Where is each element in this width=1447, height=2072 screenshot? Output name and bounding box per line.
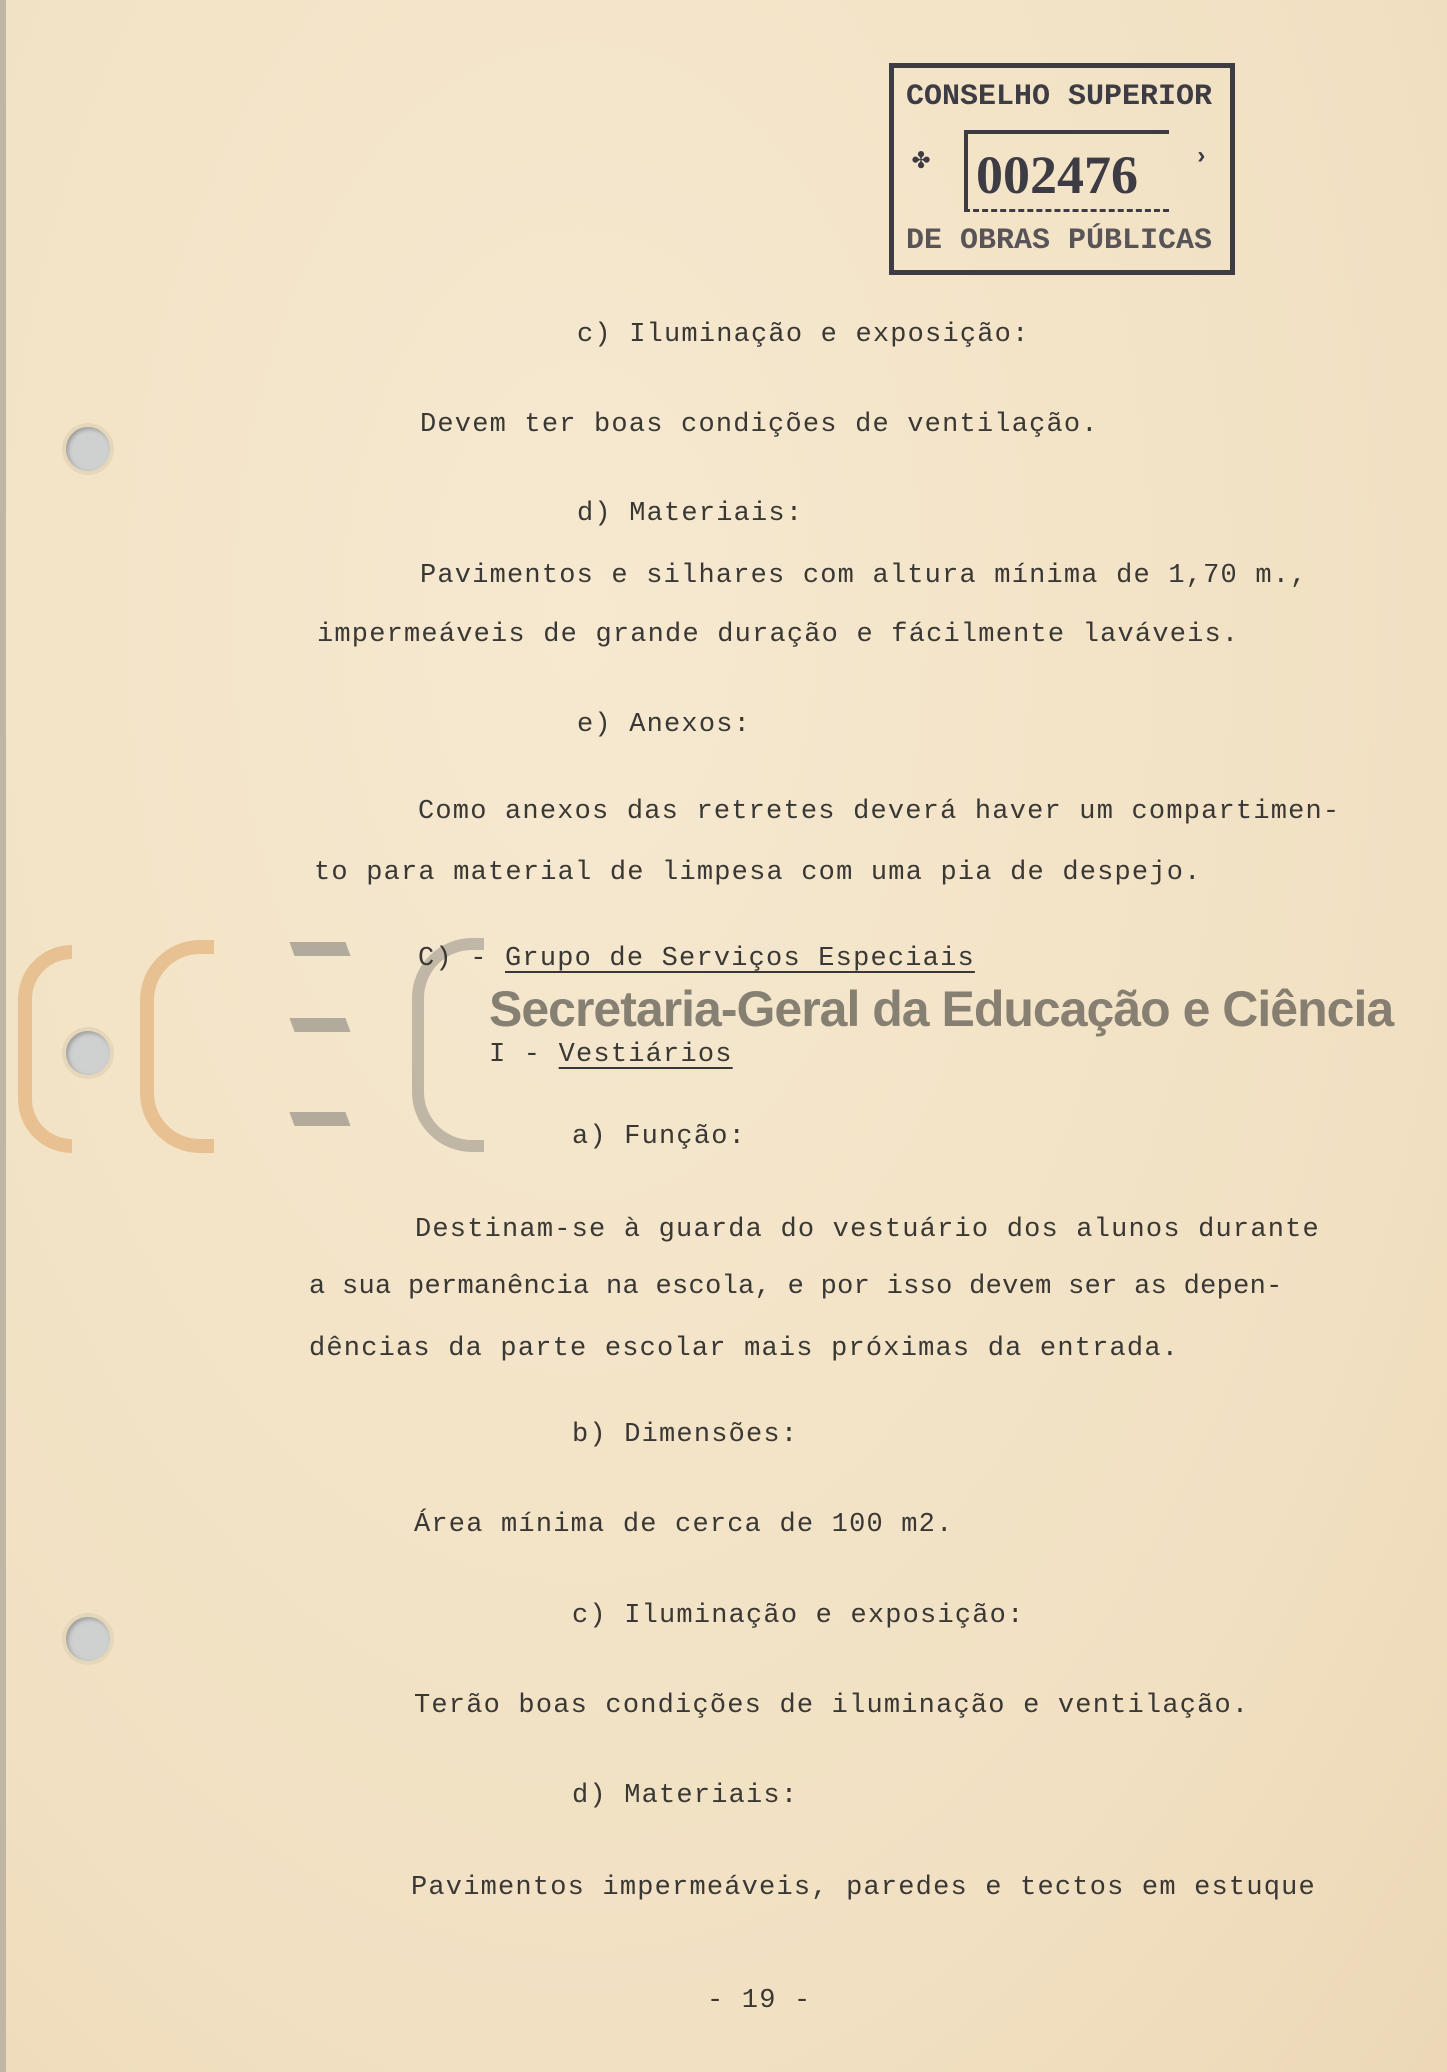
paragraph-line: to para material de limpesa com uma pia de despejo. bbox=[314, 858, 1202, 888]
stamp-number: 002476 bbox=[964, 130, 1169, 212]
stamp-ornament-icon: › bbox=[1194, 144, 1209, 171]
subheading: d) Materiais: bbox=[577, 499, 804, 529]
registry-stamp bbox=[889, 63, 1235, 275]
watermark-text: Secretaria-Geral da Educação e Ciência bbox=[489, 981, 1394, 1037]
punch-hole bbox=[66, 427, 110, 471]
paragraph-line: Terão boas condições de iluminação e ventilação. bbox=[414, 1691, 1250, 1721]
paragraph-line: Como anexos das retretes deverá haver um compartimen- bbox=[418, 797, 1341, 827]
punch-hole bbox=[66, 1031, 110, 1075]
paragraph-line: Destinam-se à guarda do vestuário dos alunos durante bbox=[415, 1215, 1320, 1245]
paragraph-line: dências da parte escolar mais próximas da entrada. bbox=[309, 1334, 1180, 1364]
paragraph-line: Pavimentos impermeáveis, paredes e tectos em estuque bbox=[411, 1873, 1316, 1903]
section-prefix: C) - bbox=[418, 944, 506, 974]
subheading: b) Dimensões: bbox=[572, 1420, 799, 1450]
page-number: - 19 - bbox=[707, 1986, 812, 2016]
subsection-title: Vestiários bbox=[558, 1040, 733, 1070]
paragraph-line: impermeáveis de grande duração e fácilmente laváveis. bbox=[317, 620, 1240, 650]
subheading: c) Iluminação e exposição: bbox=[577, 320, 1030, 350]
section-heading bbox=[418, 946, 975, 973]
subheading: a) Função: bbox=[572, 1122, 747, 1152]
punch-hole bbox=[66, 1617, 110, 1661]
subsection-prefix: I - bbox=[489, 1040, 559, 1070]
paragraph-line: Área mínima de cerca de 100 m2. bbox=[414, 1510, 954, 1540]
stamp-line-1: CONSELHO SUPERIOR bbox=[906, 80, 1213, 114]
paragraph-line: Devem ter boas condições de ventilação. bbox=[420, 410, 1099, 440]
subheading: d) Materiais: bbox=[572, 1781, 799, 1811]
section-title: Grupo de Serviços Especiais bbox=[505, 944, 975, 974]
stamp-line-3: DE OBRAS PÚBLICAS bbox=[906, 224, 1213, 258]
subheading: c) Iluminação e exposição: bbox=[572, 1601, 1025, 1631]
stamp-ornament-icon: ✤ bbox=[912, 144, 931, 178]
paragraph-line: a sua permanência na escola, e por isso devem ser as depen- bbox=[309, 1272, 1283, 1302]
page-edge bbox=[0, 0, 6, 2072]
subsection-heading bbox=[489, 1042, 733, 1069]
subheading: e) Anexos: bbox=[577, 710, 752, 740]
paragraph-line: Pavimentos e silhares com altura mínima de 1,70 m., bbox=[420, 561, 1308, 591]
